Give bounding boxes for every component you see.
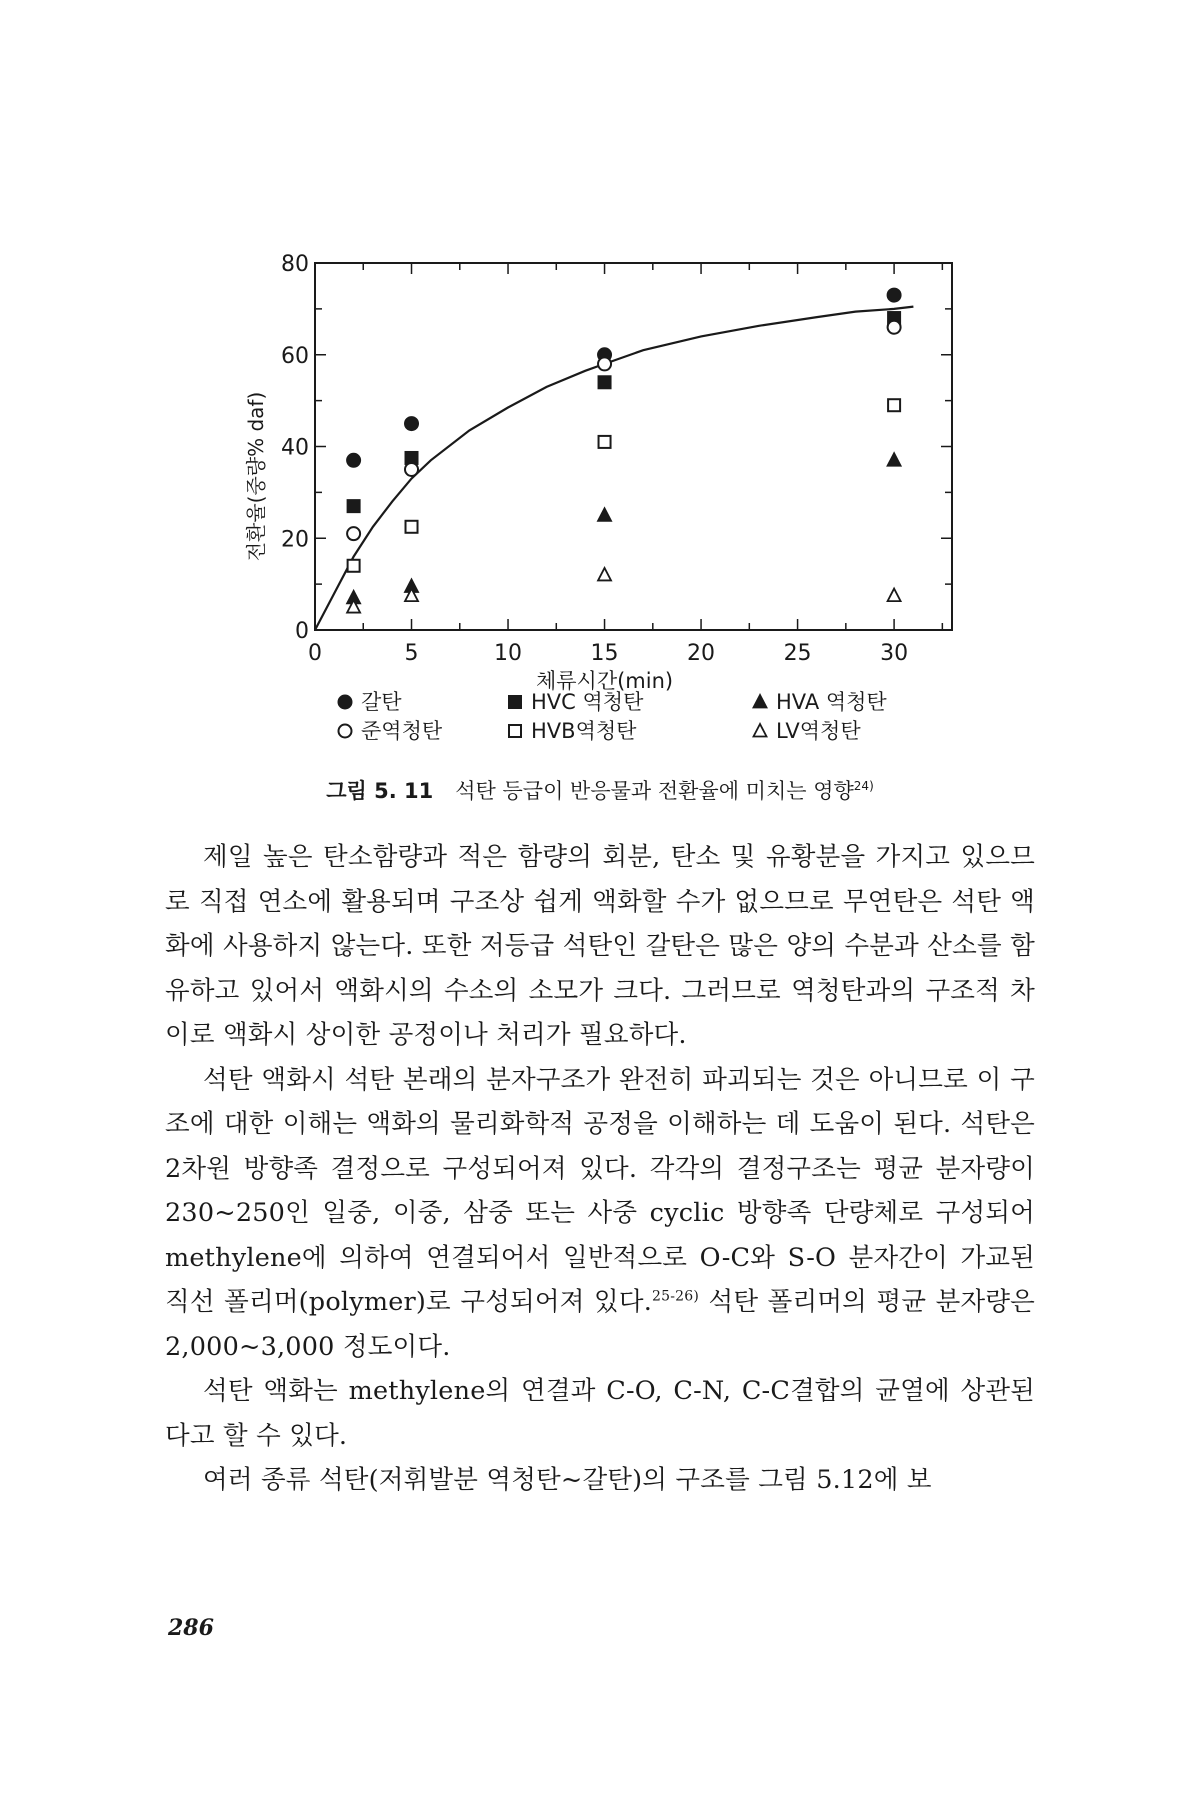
paragraph-3-text: 석탄 액화는 methylene의 연결과 C-O, C-N, C-C결합의 균열에 상관된다고 할 수 있다.	[165, 1376, 1035, 1451]
data-point-series-5	[406, 521, 418, 533]
data-point-series-5	[888, 399, 900, 411]
paragraph-2-text: 석탄 액화시 석탄 본래의 분자구조가 완전히 파괴되는 것은 아니므로 이 구조에 대한 이해는 액화의 물리화학적 공정을 이해하는 데 도움이 된다. 석탄은 2차원 방향족 결정으로 구성되어져 있다. 각각의 결정구조는 평균 분자량이 230~250인 일중, 이중, 삼중 또는 사중 cyclic 방향족 단량체로 구성되어 methylene에 의하여 연결되어서 일반적으로 O-C와 S-O 분자간이 가교된 직선 폴리머(polymer)로 구성되어져 있다.	[165, 1064, 1035, 1317]
data-point-series-1	[888, 289, 901, 302]
legend-label: 준역청탄	[361, 719, 443, 743]
y-tick-label: 40	[281, 435, 309, 461]
data-point-series-4	[888, 321, 901, 334]
caption-text: 석탄 등급이 반응물과 전환율에 미치는 영향	[455, 779, 854, 803]
legend-label: 갈탄	[361, 690, 402, 714]
data-point-series-4	[405, 463, 418, 476]
data-point-series-4	[347, 527, 360, 540]
y-tick-label: 20	[281, 527, 309, 553]
x-axis-title: 체류시간(min)	[535, 669, 674, 693]
data-point-series-5	[599, 436, 611, 448]
x-tick-label: 0	[308, 641, 322, 666]
data-point-series-2	[348, 500, 360, 512]
plot-frame	[315, 263, 952, 630]
x-tick-label: 25	[783, 641, 812, 666]
plot-border	[315, 263, 952, 630]
paragraph-2-text-after: 석탄 폴리머의 평균 분자량은 2,000~3,000 정도이다.	[165, 1287, 1035, 1362]
x-tick-label: 5	[404, 641, 419, 666]
data-markers	[347, 289, 900, 613]
data-point-series-3	[598, 508, 611, 521]
legend-label: HVA 역청탄	[776, 690, 887, 714]
y-axis-title: 전환율(중량% daf)	[244, 391, 268, 562]
legend-label: LV역청탄	[776, 719, 861, 743]
paragraph-3	[165, 1369, 1035, 1458]
data-point-series-6	[888, 589, 901, 602]
data-point-series-1	[347, 454, 360, 467]
legend-marker	[339, 725, 352, 738]
data-point-series-5	[348, 560, 360, 572]
paragraph-4-text: 여러 종류 석탄(저휘발분 역청탄~갈탄)의 구조를 그림 5.12에 보	[203, 1465, 932, 1495]
conversion-chart	[0, 0, 1200, 780]
paragraph-1-text: 제일 높은 탄소함량과 적은 함량의 회분, 탄소 및 유황분을 가지고 있으므로 직접 연소에 활용되며 구조상 쉽게 액화할 수가 없으므로 무연탄은 석탄 액화에 사용하지 않는다. 또한 저등급 석탄인 갈탄은 많은 양의 수분과 산소를 함유하고 있어서 액화시의 수소의 소모가 크다. 그러므로 역청탄과의 구조적 차이로 액화시 상이한 공정이나 처리가 필요하다.	[165, 842, 1036, 1050]
legend-marker	[339, 696, 352, 709]
y-tick-label: 80	[281, 252, 309, 277]
legend-marker	[754, 724, 767, 737]
data-point-series-6	[598, 568, 611, 581]
legend-marker	[754, 695, 767, 708]
legend-label: HVB역청탄	[531, 719, 637, 743]
paragraph-2	[165, 1058, 1035, 1370]
paragraph-1	[165, 835, 1035, 1058]
page-number: 286	[168, 1615, 214, 1641]
x-tick-label: 15	[590, 641, 619, 666]
caption-label: 그림 5. 11	[326, 779, 434, 803]
y-tick-label: 0	[295, 619, 309, 644]
paragraph-2-reference: 25-26)	[652, 1288, 700, 1305]
chart-legend	[339, 690, 888, 743]
x-tick-label: 20	[687, 641, 716, 666]
paragraph-4	[165, 1458, 1035, 1503]
caption-reference: 24)	[853, 779, 874, 793]
data-point-series-1	[405, 417, 418, 430]
y-tick-label: 60	[281, 343, 309, 369]
data-point-series-2	[599, 376, 611, 388]
legend-label: HVC 역청탄	[531, 690, 644, 714]
legend-marker	[509, 696, 521, 708]
legend-marker	[509, 725, 521, 737]
data-point-series-4	[598, 357, 611, 370]
x-tick-label: 30	[880, 641, 909, 666]
x-tick-label: 10	[494, 641, 523, 666]
body-text	[165, 835, 1035, 1503]
figure-caption	[150, 775, 1050, 805]
data-point-series-3	[888, 453, 901, 466]
axis-ticks	[315, 263, 952, 630]
